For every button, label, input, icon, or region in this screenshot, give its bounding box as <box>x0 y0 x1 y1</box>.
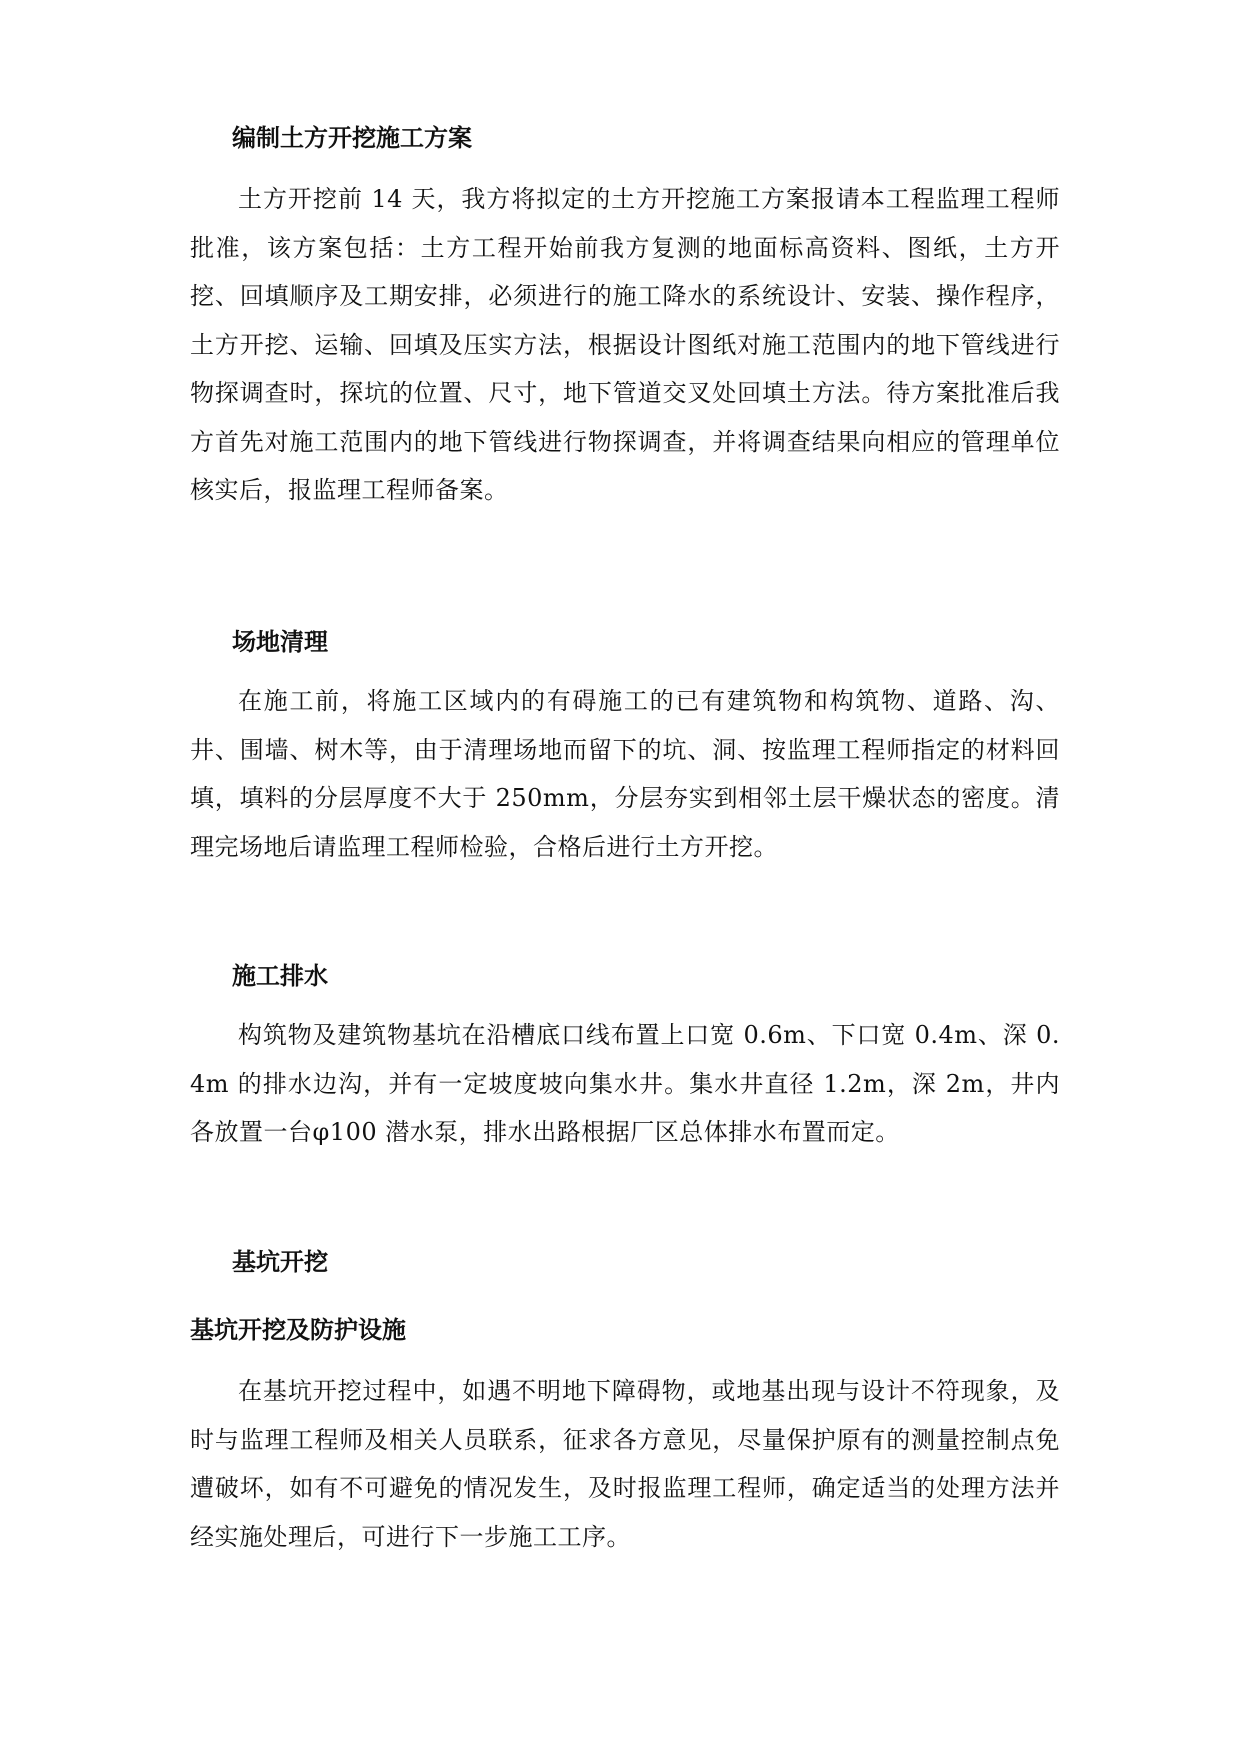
section-heading-site-clearing: 场地清理 <box>232 628 328 656</box>
section-heading-pit-excavation: 基坑开挖 <box>232 1248 328 1276</box>
section-body-site-clearing: 在施工前，将施工区域内的有碍施工的已有建筑物和构筑物、道路、沟、井、围墙、树木等，由于清理场地而留下的坑、洞、按监理工程师指定的材料回填，填料的分层厚度不大于 250mm，分层夯实到相邻土层干燥状态的密度。清理完场地后请监理工程师检验，合格后进行土方开挖。 <box>190 687 1060 861</box>
section-body-excavation-plan: 土方开挖前 14 天，我方将拟定的土方开挖施工方案报请本工程监理工程师批准，该方案包括：土方工程开始前我方复测的地面标高资料、图纸，土方开挖、回填顺序及工期安排，必须进行的施工降水的系统设计、安装、操作程序，土方开挖、运输、回填及压实方法，根据设计图纸对施工范围内的地下管线进行物探调查时，探坑的位置、尺寸，地下管道交叉处回填土方法。待方案批准后我方首先对施工范围内的地下管线进行物探调查，并将调查结果向相应的管理单位核实后，报监理工程师备案。 <box>190 185 1060 504</box>
section-body-pit-protection: 在基坑开挖过程中，如遇不明地下障碍物，或地基出现与设计不符现象，及时与监理工程师及相关人员联系，征求各方意见，尽量保护原有的测量控制点免遭破坏，如有不可避免的情况发生，及时报监理工程师，确定适当的处理方法并经实施处理后，可进行下一步施工工序。 <box>190 1377 1060 1551</box>
section-heading-drainage: 施工排水 <box>232 962 328 990</box>
section-heading-pit-protection: 基坑开挖及防护设施 <box>190 1316 406 1344</box>
section-heading-excavation-plan: 编制土方开挖施工方案 <box>232 124 472 152</box>
section-body-drainage: 构筑物及建筑物基坑在沿槽底口线布置上口宽 0.6m、下口宽 0.4m、深 0.4m 的排水边沟，并有一定坡度坡向集水井。集水井直径 1.2m，深 2m，井内各放置一台φ100 潜水泵，排水出路根据厂区总体排水布置而定。 <box>190 1021 1060 1146</box>
